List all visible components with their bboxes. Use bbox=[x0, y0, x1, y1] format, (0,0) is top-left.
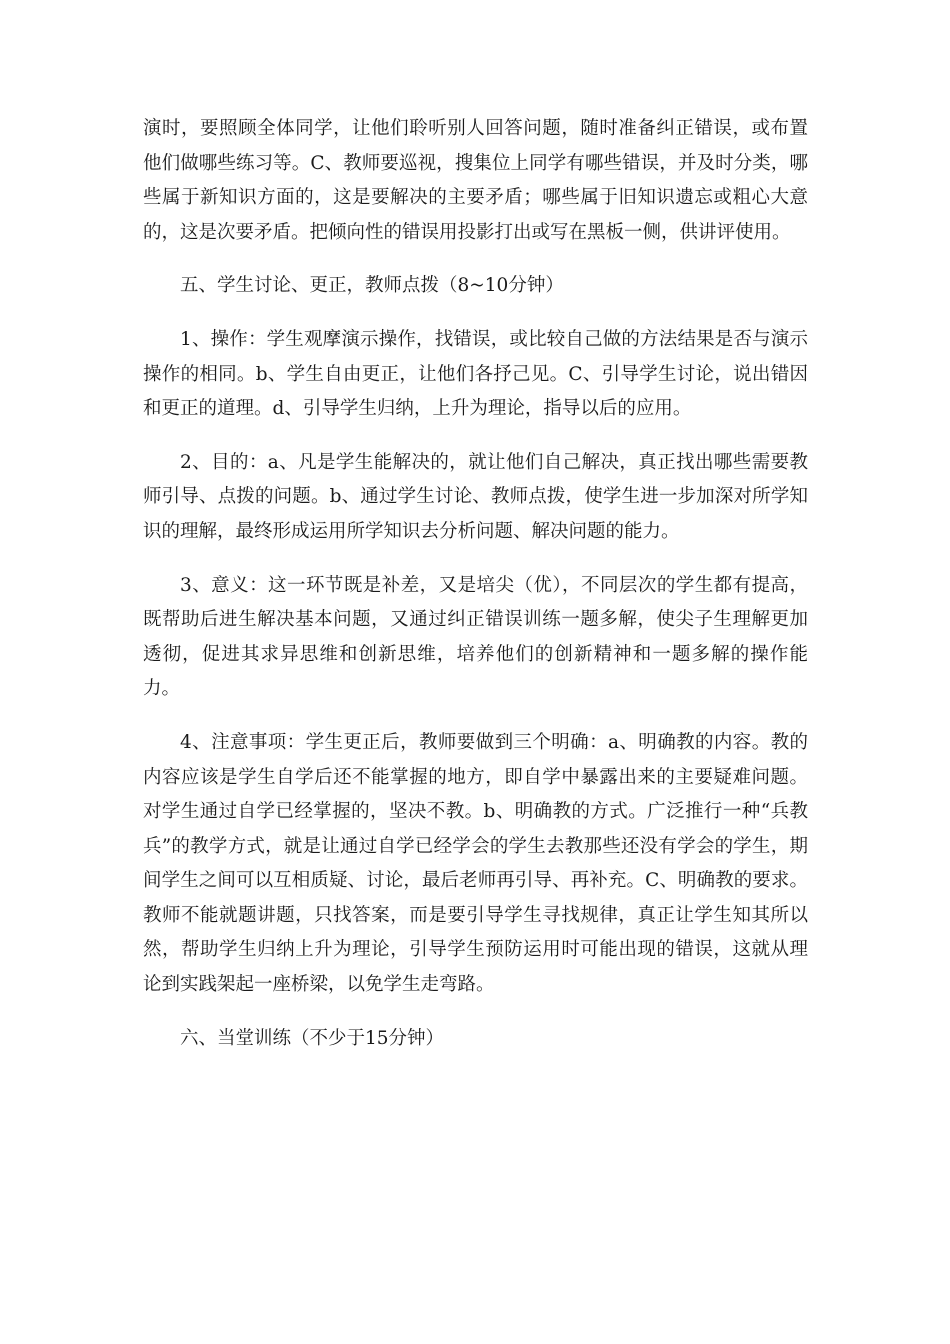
paragraph-significance: 3、意义：这一环节既是补差，又是培尖（优），不同层次的学生都有提高，既帮助后进生解决基本问题，又通过纠正错误训练一题多解，使尖子生理解更加透彻，促进其求异思维和创新思维，培养他们的创新精神和一题多解的操作能力。 bbox=[143, 574, 808, 700]
paragraph-operation: 1、操作：学生观摩演示操作，找错误，或比较自己做的方法结果是否与演示操作的相同。b、学生自由更正，让他们各抒己见。C、引导学生讨论，说出错因和更正的道理。d、引导学生归纳，上升为理论，指导以后的应用。 bbox=[143, 328, 808, 420]
paragraph-notes: 4、注意事项：学生更正后，教师要做到三个明确：a、明确教的内容。教的内容应该是学生自学后还不能掌握的地方，即自学中暴露出来的主要疑难问题。对学生通过自学已经掌握的，坚决不教。b、明确教的方式。广泛推行一种“兵教兵”的教学方式，就是让通过自学已经学会的学生去教那些还没有学会的学生，期间学生之间可以互相质疑、讨论，最后老师再引导、再补充。C、明确教的要求。教师不能就题讲题，只找答案，而是要引导学生寻找规律，真正让学生知其所以然，帮助学生归纳上升为理论，引导学生预防运用时可能出现的错误，这就从理论到实践架起一座桥梁，以免学生走弯路。 bbox=[143, 731, 808, 996]
section-heading-six: 六、当堂训练（不少于15分钟） bbox=[180, 1027, 445, 1049]
paragraph-purpose: 2、目的：a、凡是学生能解决的，就让他们自己解决，真正找出哪些需要教师引导、点拨的问题。b、通过学生讨论、教师点拨，使学生进一步加深对所学知识的理解，最终形成运用所学知识去分析问题、解决问题的能力。 bbox=[143, 451, 808, 542]
section-heading-five: 五、学生讨论、更正，教师点拨（8~10分钟） bbox=[180, 275, 564, 297]
document-page bbox=[143, 112, 808, 1075]
paragraph-continuation: 演时，要照顾全体同学，让他们聆听别人回答问题，随时准备纠正错误，或布置他们做哪些练习等。C、教师要巡视，搜集位上同学有哪些错误，并及时分类，哪些属于新知识方面的，这是要解决的主要矛盾；哪些属于旧知识遗忘或粗心大意的，这是次要矛盾。把倾向性的错误用投影打出或写在黑板一侧，供讲评使用。 bbox=[143, 118, 808, 243]
